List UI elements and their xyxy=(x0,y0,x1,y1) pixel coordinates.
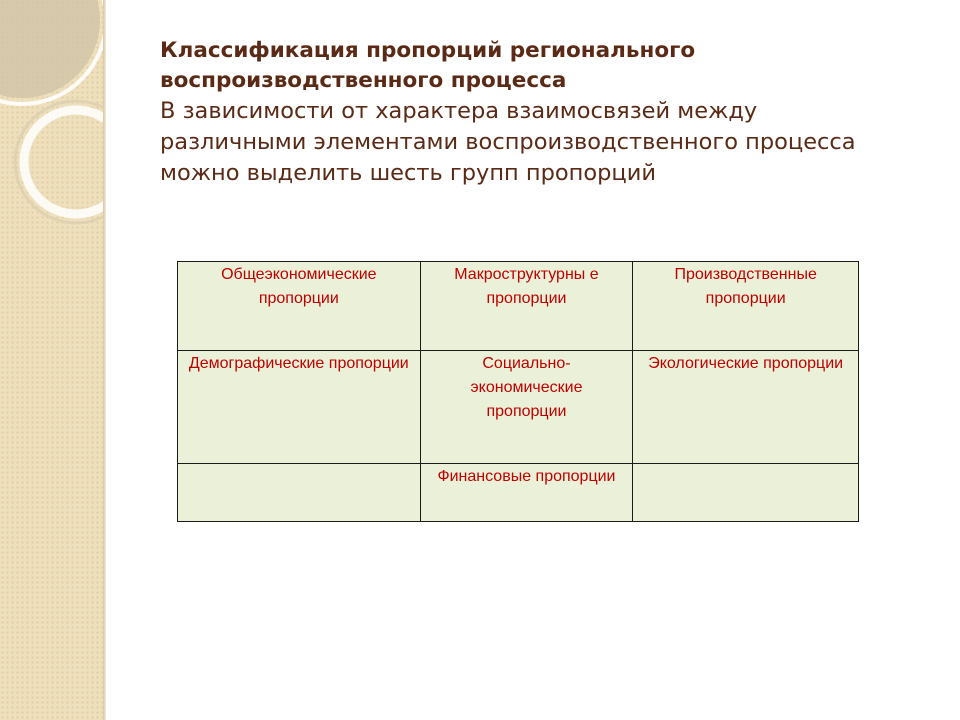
table-cell-macrostructural: Макроструктурны е пропорции xyxy=(420,262,633,351)
table-cell-financial: Финансовые пропорции xyxy=(420,464,633,522)
table-cell-demographic: Демографические пропорции xyxy=(178,351,421,464)
proportions-table xyxy=(177,261,859,522)
table-cell-empty-right xyxy=(633,464,859,522)
decorative-side-strip xyxy=(0,0,103,720)
decorative-rings-graphic xyxy=(0,0,103,720)
table-cell-socio-economic: Социально-экономические пропорции xyxy=(420,351,633,464)
slide-heading xyxy=(160,36,920,189)
table-row xyxy=(178,464,859,522)
table-cell-ecological: Экологические пропорции xyxy=(633,351,859,464)
side-strip-edge xyxy=(103,0,106,720)
table-row xyxy=(178,262,859,351)
table-cell-production: Производственные пропорции xyxy=(633,262,859,351)
table-cell-empty-left xyxy=(178,464,421,522)
slide-title: Классификация пропорций регионального воспроизводственного процесса xyxy=(160,38,696,93)
table-row xyxy=(178,351,859,464)
table-cell-general-economic: Общеэкономические пропорции xyxy=(178,262,421,351)
slide-subtitle: В зависимости от характера взаимосвязей между различными элементами воспроизводственного процесса можно выделить шесть групп пропорций xyxy=(160,98,856,186)
